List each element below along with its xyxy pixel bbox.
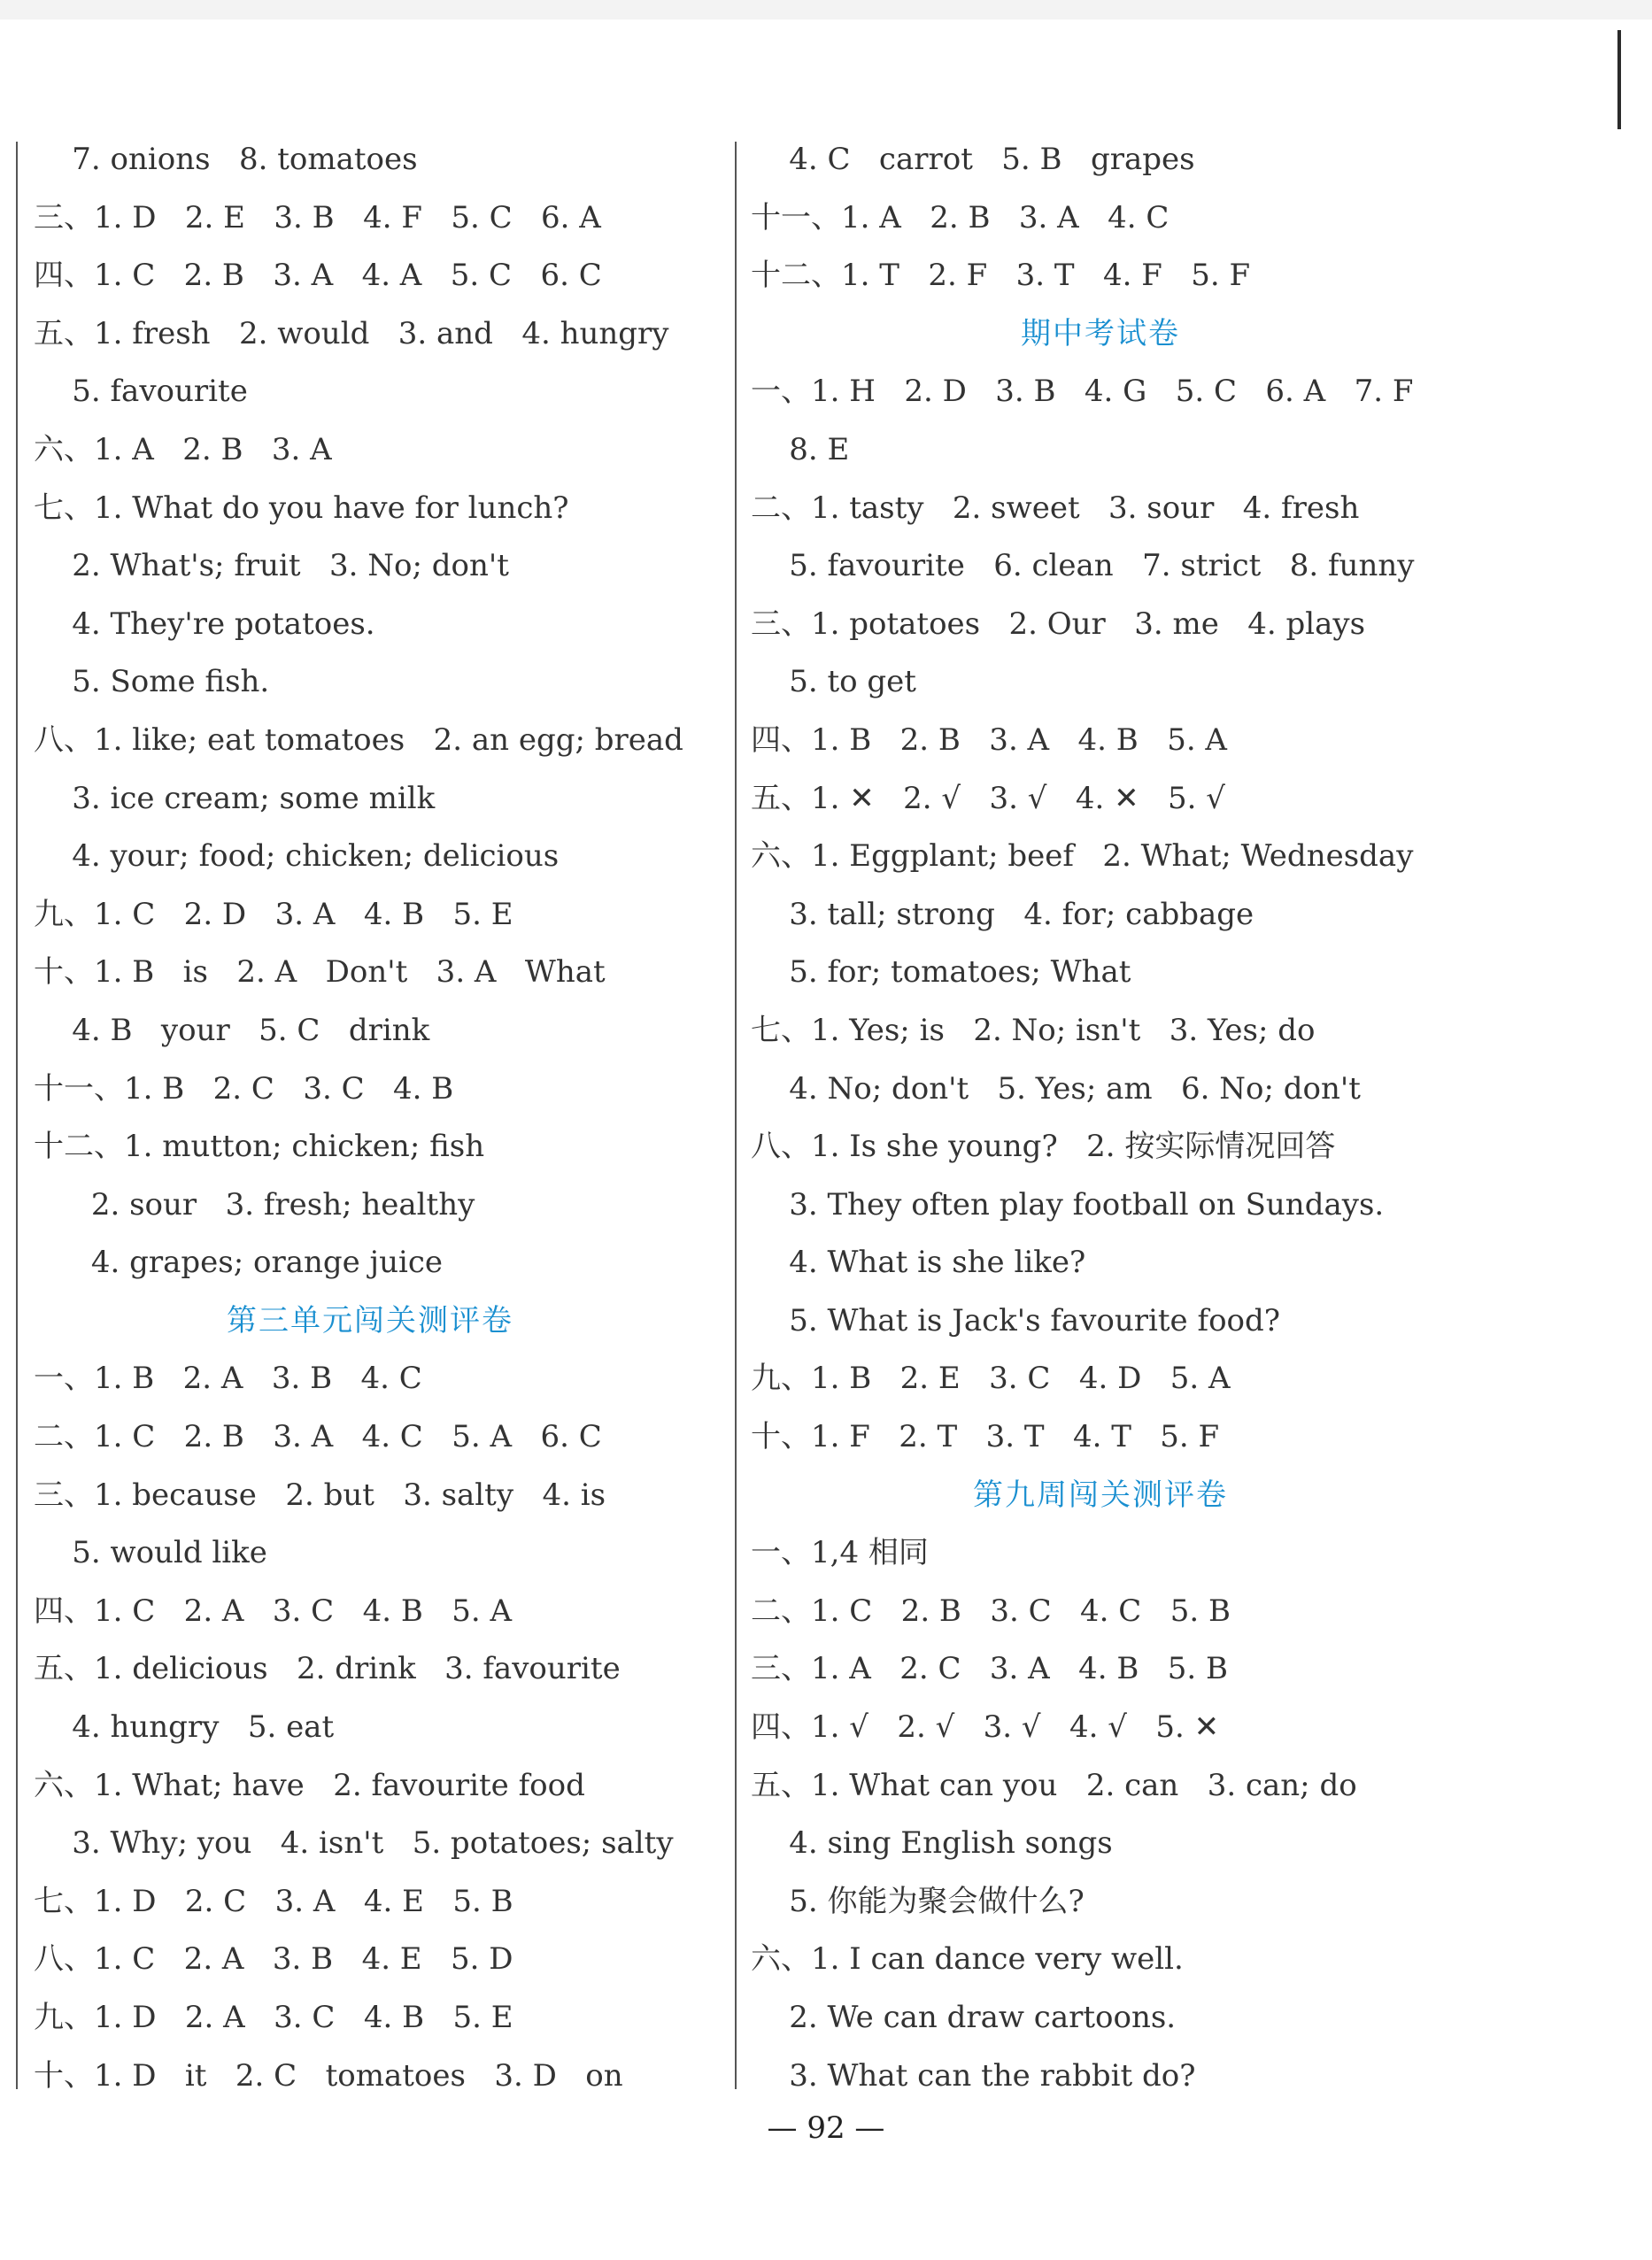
answer-line: 5. would like [34, 1535, 267, 1571]
answer-line: 六、1. A 2. B 3. A [34, 431, 332, 467]
answer-line: 4. your; food; chicken; delicious [34, 838, 560, 875]
answer-line: 七、1. Yes; is 2. No; isn't 3. Yes; do [751, 1012, 1316, 1048]
answer-line: 3. ice cream; some milk [34, 780, 436, 816]
answer-line: 5. 你能为聚会做什么? [751, 1883, 1085, 1919]
answer-line: 四、1. B 2. B 3. A 4. B 5. A [751, 721, 1227, 758]
answer-line: 一、1. B 2. A 3. B 4. C [34, 1361, 422, 1397]
answer-line: 4. hungry 5. eat [34, 1709, 335, 1746]
answer-line: 七、1. D 2. C 3. A 4. E 5. B [34, 1883, 513, 1919]
answer-line: 3. Why; you 4. isn't 5. potatoes; salty [34, 1825, 674, 1862]
scan-top-band [0, 0, 1652, 19]
answer-line: 八、1. Is she young? 2. 按实际情况回答 [751, 1129, 1336, 1165]
answer-line: 8. E [751, 431, 850, 467]
answer-line: 4. grapes; orange juice [34, 1245, 444, 1281]
answer-line: 5. to get [751, 664, 916, 700]
answer-line: 九、1. B 2. E 3. C 4. D 5. A [751, 1361, 1231, 1397]
answer-line: 十一、1. B 2. C 3. C 4. B [34, 1070, 454, 1107]
answer-line: 5. for; tomatoes; What [751, 954, 1131, 991]
answer-line: 五、1. ✕ 2. √ 3. √ 4. ✕ 5. √ [751, 780, 1225, 816]
answer-line: 三、1. potatoes 2. Our 3. me 4. plays [751, 605, 1366, 642]
answer-line: 4. What is she like? [751, 1245, 1086, 1281]
answer-line: 十、1. B is 2. A Don't 3. A What [34, 954, 606, 991]
answer-line: 八、1. like; eat tomatoes 2. an egg; bread [34, 721, 683, 758]
left-answer-column [34, 131, 706, 2105]
page-edge-mark [1617, 30, 1621, 129]
answer-line: 4. They're potatoes. [34, 605, 375, 642]
answer-line: 2. What's; fruit 3. No; don't [34, 548, 509, 584]
answer-line: 3. What can the rabbit do? [751, 2057, 1196, 2094]
answer-line: 4. B your 5. C drink [34, 1012, 430, 1048]
answer-line: 四、1. C 2. B 3. A 4. A 5. C 6. C [34, 258, 602, 294]
answer-line: 八、1. C 2. A 3. B 4. E 5. D [34, 1941, 513, 1978]
answer-line: 4. No; don't 5. Yes; am 6. No; don't [751, 1070, 1361, 1107]
answer-line: 3. They often play football on Sundays. [751, 1186, 1385, 1223]
left-margin-rule [16, 142, 18, 2089]
right-answer-column [751, 131, 1450, 2105]
answer-line: 三、1. D 2. E 3. B 4. F 5. C 6. A [34, 199, 601, 235]
answer-line: 5. Some fish. [34, 664, 270, 700]
answer-line: 4. sing English songs [751, 1825, 1113, 1862]
answer-line: 四、1. C 2. A 3. C 4. B 5. A [34, 1593, 513, 1629]
answer-line: 二、1. C 2. B 3. C 4. C 5. B [751, 1593, 1231, 1629]
answer-line: 六、1. Eggplant; beef 2. What; Wednesday [751, 838, 1414, 875]
answer-line: 十、1. F 2. T 3. T 4. T 5. F [751, 1419, 1220, 1455]
answer-line: 一、1,4 相同 [751, 1535, 929, 1571]
answer-line: 二、1. tasty 2. sweet 3. sour 4. fresh [751, 490, 1360, 526]
answer-line: 三、1. A 2. C 3. A 4. B 5. B [751, 1651, 1229, 1687]
answer-line: 7. onions 8. tomatoes [34, 142, 418, 177]
answer-line: 2. We can draw cartoons. [751, 2000, 1177, 2035]
answer-line: 5. favourite 6. clean 7. strict 8. funny [751, 548, 1415, 584]
section-heading: 第三单元闯关测评卷 [227, 1302, 513, 1338]
answer-line: 十二、1. mutton; chicken; fish [34, 1129, 485, 1165]
answer-line: 5. favourite [34, 374, 248, 410]
answer-line: 3. tall; strong 4. for; cabbage [751, 896, 1254, 932]
answer-line: 二、1. C 2. B 3. A 4. C 5. A 6. C [34, 1419, 602, 1455]
answer-line: 4. C carrot 5. B grapes [751, 142, 1195, 177]
answer-line: 三、1. because 2. but 3. salty 4. is [34, 1477, 606, 1513]
answer-line: 五、1. delicious 2. drink 3. favourite [34, 1651, 621, 1687]
answer-line: 七、1. What do you have for lunch? [34, 490, 569, 526]
section-heading: 期中考试卷 [1021, 315, 1180, 351]
page-number: — 92 — [767, 2110, 885, 2146]
answer-line: 六、1. I can dance very well. [751, 1941, 1184, 1978]
answer-line: 一、1. H 2. D 3. B 4. G 5. C 6. A 7. F [751, 374, 1414, 410]
answer-line: 十一、1. A 2. B 3. A 4. C [751, 199, 1170, 235]
answer-line: 五、1. fresh 2. would 3. and 4. hungry [34, 315, 669, 351]
answer-line: 六、1. What; have 2. favourite food [34, 1767, 585, 1803]
section-heading: 第九周闯关测评卷 [973, 1477, 1228, 1513]
column-divider [735, 142, 737, 2089]
answer-line: 5. What is Jack's favourite food? [751, 1302, 1281, 1338]
answer-line: 十、1. D it 2. C tomatoes 3. D on [34, 2057, 623, 2094]
answer-line: 2. sour 3. fresh; healthy [34, 1186, 475, 1223]
answer-line: 九、1. C 2. D 3. A 4. B 5. E [34, 896, 513, 932]
answer-line: 五、1. What can you 2. can 3. can; do [751, 1767, 1357, 1803]
answer-line: 四、1. √ 2. √ 3. √ 4. √ 5. ✕ [751, 1709, 1220, 1746]
answer-line: 九、1. D 2. A 3. C 4. B 5. E [34, 2000, 513, 2035]
answer-line: 十二、1. T 2. F 3. T 4. F 5. F [751, 258, 1251, 294]
